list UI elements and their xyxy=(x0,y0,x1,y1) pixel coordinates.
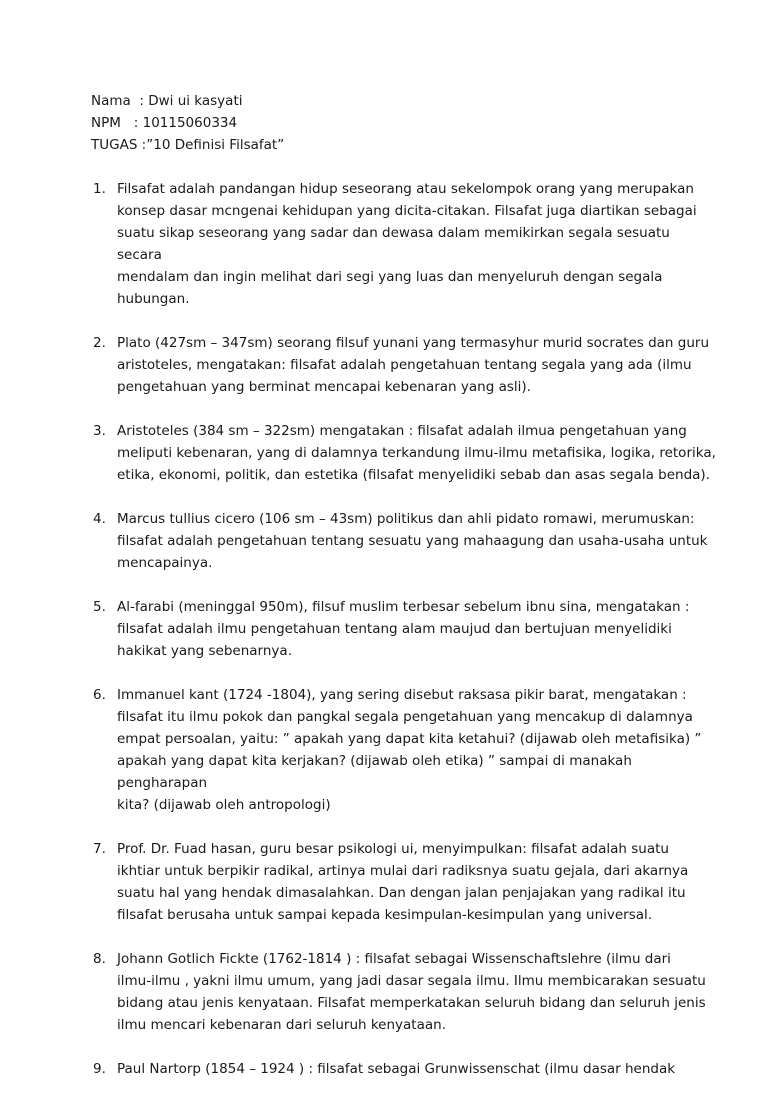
definition-list xyxy=(0,178,768,1102)
item-text: Immanuel kant (1724 -1804), yang sering disebut raksasa pikir barat, mengatakan : filsafat itu ilmu pokok dan pangkal segala pengetahuan yang mencakup di dalamnya empat persoalan, yaitu: ” apakah yang dapat kita ketahui? (dijawab oleh metafisika) ” apakah yang dapat kita kerjakan? (dijawab oleh etika) ” sampai di manakah pengharapan kita? (dijawab oleh antropologi) xyxy=(117,687,702,813)
item-number: 7. xyxy=(93,841,106,857)
item-number: 3. xyxy=(93,423,106,439)
npm-line: NPM : 10115060334 xyxy=(91,115,238,131)
item-number: 2. xyxy=(93,335,106,351)
item-text: Johann Gotlich Fickte (1762-1814 ) : filsafat sebagai Wissenschaftslehre (ilmu dari ilmu-ilmu , yakni ilmu umum, yang jadi dasar segala ilmu. Ilmu membicarakan sesuatu bidang atau jenis kenyataan. Filsafat memperkatakan seluruh bidang dan seluruh jenis ilmu mencari kebenaran dari seluruh kenyataan. xyxy=(117,951,706,1033)
item-number: 4. xyxy=(93,511,106,527)
item-text: Al-farabi (meninggal 950m), filsuf muslim terbesar sebelum ibnu sina, mengatakan : filsafat adalah ilmu pengetahuan tentang alam maujud dan bertujuan menyelidiki hakikat yang sebenarnya. xyxy=(117,599,690,659)
list-item xyxy=(0,332,768,398)
item-text: Paul Nartorp (1854 – 1924 ) : filsafat sebagai Grunwissenschat (ilmu dasar hendak xyxy=(117,1061,676,1077)
list-item xyxy=(0,178,768,310)
list-item xyxy=(0,838,768,926)
item-number: 1. xyxy=(93,181,106,197)
list-item xyxy=(0,1058,768,1080)
nama-line: Nama : Dwi ui kasyati xyxy=(91,93,243,109)
tugas-line: TUGAS :”10 Definisi Filsafat” xyxy=(91,137,285,153)
list-item xyxy=(0,508,768,574)
list-item xyxy=(0,684,768,816)
list-item xyxy=(0,596,768,662)
item-number: 8. xyxy=(93,951,106,967)
item-text: Filsafat adalah pandangan hidup seseorang atau sekelompok orang yang merupakan konsep dasar mcngenai kehidupan yang dicita-citakan. Filsafat juga diartikan sebagai suatu sikap seseorang yang sadar dan dewasa dalam memikirkan segala sesuatu secara mendalam dan ingin melihat dari segi yang luas dan menyeluruh dengan segala hubungan. xyxy=(117,181,697,307)
document-header xyxy=(91,90,691,156)
item-text: Aristoteles (384 sm – 322sm) mengatakan : filsafat adalah ilmua pengetahuan yang meliputi kebenaran, yang di dalamnya terkandung ilmu-ilmu metafisika, logika, retorika, etika, ekonomi, politik, dan estetika (filsafat menyelidiki sebab dan asas segala benda). xyxy=(117,423,716,483)
item-text: Prof. Dr. Fuad hasan, guru besar psikologi ui, menyimpulkan: filsafat adalah suatu ikhtiar untuk berpikir radikal, artinya mulai dari radiksnya suatu gejala, dari akarnya suatu hal yang hendak dimasalahkan. Dan dengan jalan penjajakan yang radikal itu filsafat berusaha untuk sampai kepada kesimpulan-kesimpulan yang universal. xyxy=(117,841,689,923)
item-number: 6. xyxy=(93,687,106,703)
item-text: Plato (427sm – 347sm) seorang filsuf yunani yang termasyhur murid socrates dan guru aristoteles, mengatakan: filsafat adalah pengetahuan tentang segala yang ada (ilmu pengetahuan yang berminat mencapai kebenaran yang asli). xyxy=(117,335,710,395)
list-item xyxy=(0,420,768,486)
list-item xyxy=(0,948,768,1036)
item-number: 5. xyxy=(93,599,106,615)
item-text: Marcus tullius cicero (106 sm – 43sm) politikus dan ahli pidato romawi, merumuskan: filsafat adalah pengetahuan tentang sesuatu yang mahaagung dan usaha-usaha untuk mencapainya. xyxy=(117,511,708,571)
item-number: 9. xyxy=(93,1061,106,1077)
